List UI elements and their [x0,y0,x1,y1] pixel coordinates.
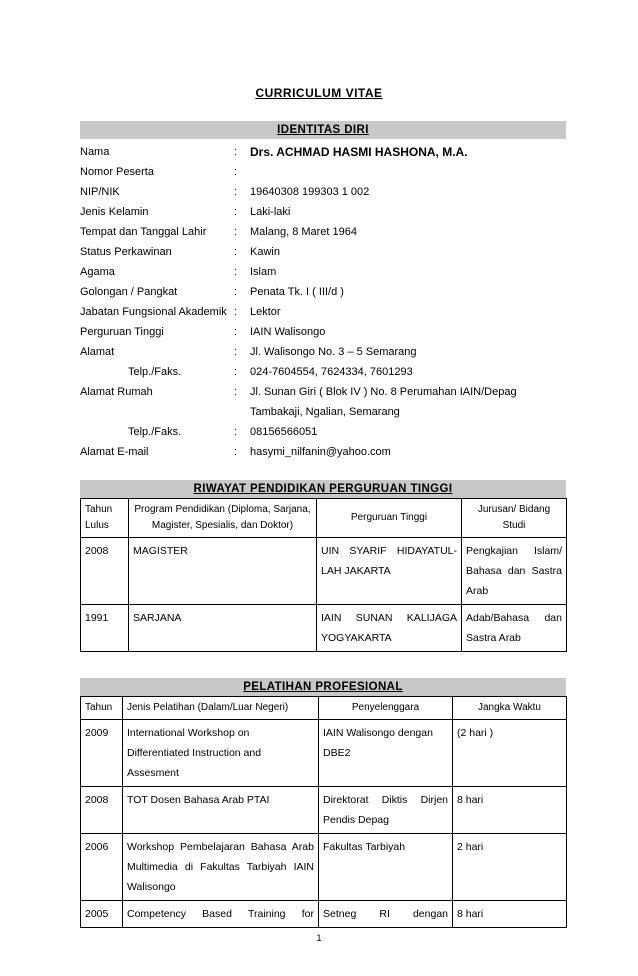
header-tahun: Tahun [81,697,123,720]
field-value: Malang, 8 Maret 1964 [250,226,358,238]
cell-tahun: 2009 [81,720,123,787]
cell-tahun: 2006 [81,834,123,901]
section-header-identitas [80,121,566,139]
field-colon: : [234,366,238,378]
field-colon: : [234,326,238,338]
table-header-row [81,499,567,538]
field-colon: : [234,306,238,318]
field-value: 08156566051 [250,426,318,438]
field-value: Tambakaji, Ngalian, Semarang [250,406,400,418]
document-title: CURRICULUM VITAE [255,86,383,100]
field-value: Penata Tk. I ( III/d ) [250,286,344,298]
field-value: Kawin [250,246,280,258]
field-label: Telp./Faks. [128,366,182,378]
cell-jenis: TOT Dosen Bahasa Arab PTAI [123,787,319,834]
section-header-pendidikan [80,480,566,498]
field-label: Alamat Rumah [80,386,153,398]
cell-perguruan-tinggi: IAIN SUNAN KALIJAGA YOGYAKARTA [317,605,462,652]
field-label: Perguruan Tinggi [80,326,164,338]
field-label: Tempat dan Tanggal Lahir [80,226,207,238]
cell-tahun: 2008 [81,538,129,605]
table-row [81,787,567,834]
field-value: 024-7604554, 7624334, 7601293 [250,366,413,378]
cell-jenis: Competency Based Training for [123,901,319,928]
header-jangka-waktu: Jangka Waktu [453,697,567,720]
field-label: Jabatan Fungsional Akademik [80,306,227,318]
cell-penyelenggara: IAIN Walisongo dengan DBE2 [319,720,453,787]
field-label: Agama [80,266,115,278]
header-jurusan: Jurusan/ Bidang Studi [462,499,567,538]
field-colon: : [234,446,238,458]
cell-jangka: 8 hari [453,787,567,834]
field-colon: : [234,286,238,298]
cell-jangka: (2 hari ) [453,720,567,787]
cell-jenis: International Workshop on Differentiated Instruction and Assesment [123,720,319,787]
cell-tahun: 1991 [81,605,129,652]
section-title: PELATIHAN PROFESIONAL [243,681,403,693]
cell-tahun: 2008 [81,787,123,834]
field-colon: : [234,166,238,178]
cell-jangka: 8 hari [453,901,567,928]
cell-tahun: 2005 [81,901,123,928]
section-title: IDENTITAS DIRI [277,124,369,136]
field-value: Jl. Walisongo No. 3 – 5 Semarang [250,346,417,358]
header-program: Program Pendidikan (Diploma, Sarjana, Magister, Spesialis, dan Doktor) [129,499,317,538]
page-number: 1 [316,933,322,943]
table-row [81,720,567,787]
table-row [81,834,567,901]
field-label: Nama [80,146,110,158]
field-colon: : [234,146,238,158]
field-value: Lektor [250,306,281,318]
field-value: Drs. ACHMAD HASMI HASHONA, M.A. [250,145,468,159]
header-tahun-lulus: Tahun Lulus [81,499,129,538]
field-label: Status Perkawinan [80,246,172,258]
section-header-pelatihan [80,678,566,696]
cell-perguruan-tinggi: UIN SYARIF HIDAYATUL-LAH JAKARTA [317,538,462,605]
field-colon: : [234,266,238,278]
field-label: Alamat [80,346,115,358]
field-label: NIP/NIK [80,186,120,198]
table-row [81,538,567,605]
header-jenis-pelatihan: Jenis Pelatihan (Dalam/Luar Negeri) [123,697,319,720]
cell-penyelenggara: Direktorat Diktis Dirjen Pendis Depag [319,787,453,834]
field-colon: : [234,386,238,398]
field-label: Nomor Peserta [80,166,154,178]
header-penyelenggara: Penyelenggara [319,697,453,720]
education-table [80,498,567,652]
field-colon: : [234,226,238,238]
field-label: Jenis Kelamin [80,206,149,218]
section-title: RIWAYAT PENDIDIKAN PERGURUAN TINGGI [193,483,453,495]
field-value: hasymi_nilfanin@yahoo.com [250,446,391,458]
field-value: Islam [250,266,277,278]
table-header-row [81,697,567,720]
field-value: 19640308 199303 1 002 [250,186,370,198]
field-value: IAIN Walisongo [250,326,326,338]
training-table [80,696,567,928]
cell-jurusan: Adab/Bahasa dan Sastra Arab [462,605,567,652]
cell-program: MAGISTER [129,538,317,605]
table-row [81,901,567,928]
table-row [81,605,567,652]
header-perguruan-tinggi: Perguruan Tinggi [317,499,462,538]
cell-jenis: Workshop Pembelajaran Bahasa Arab Multimedia di Fakultas Tarbiyah IAIN Walisongo [123,834,319,901]
cell-penyelenggara: Fakultas Tarbiyah [319,834,453,901]
field-label: Alamat E-mail [80,446,149,458]
cell-penyelenggara: Setneg RI dengan [319,901,453,928]
field-colon: : [234,186,238,198]
field-colon: : [234,246,238,258]
field-value: Jl. Sunan Giri ( Blok IV ) No. 8 Perumahan IAIN/Depag [250,386,517,398]
field-colon: : [234,206,238,218]
field-colon: : [234,426,238,438]
field-value: Laki-laki [250,206,291,218]
cell-jurusan: Pengkajian Islam/ Bahasa dan Sastra Arab [462,538,567,605]
field-label: Telp./Faks. [128,426,182,438]
cell-program: SARJANA [129,605,317,652]
cell-jangka: 2 hari [453,834,567,901]
field-colon: : [234,346,238,358]
field-label: Golongan / Pangkat [80,286,178,298]
